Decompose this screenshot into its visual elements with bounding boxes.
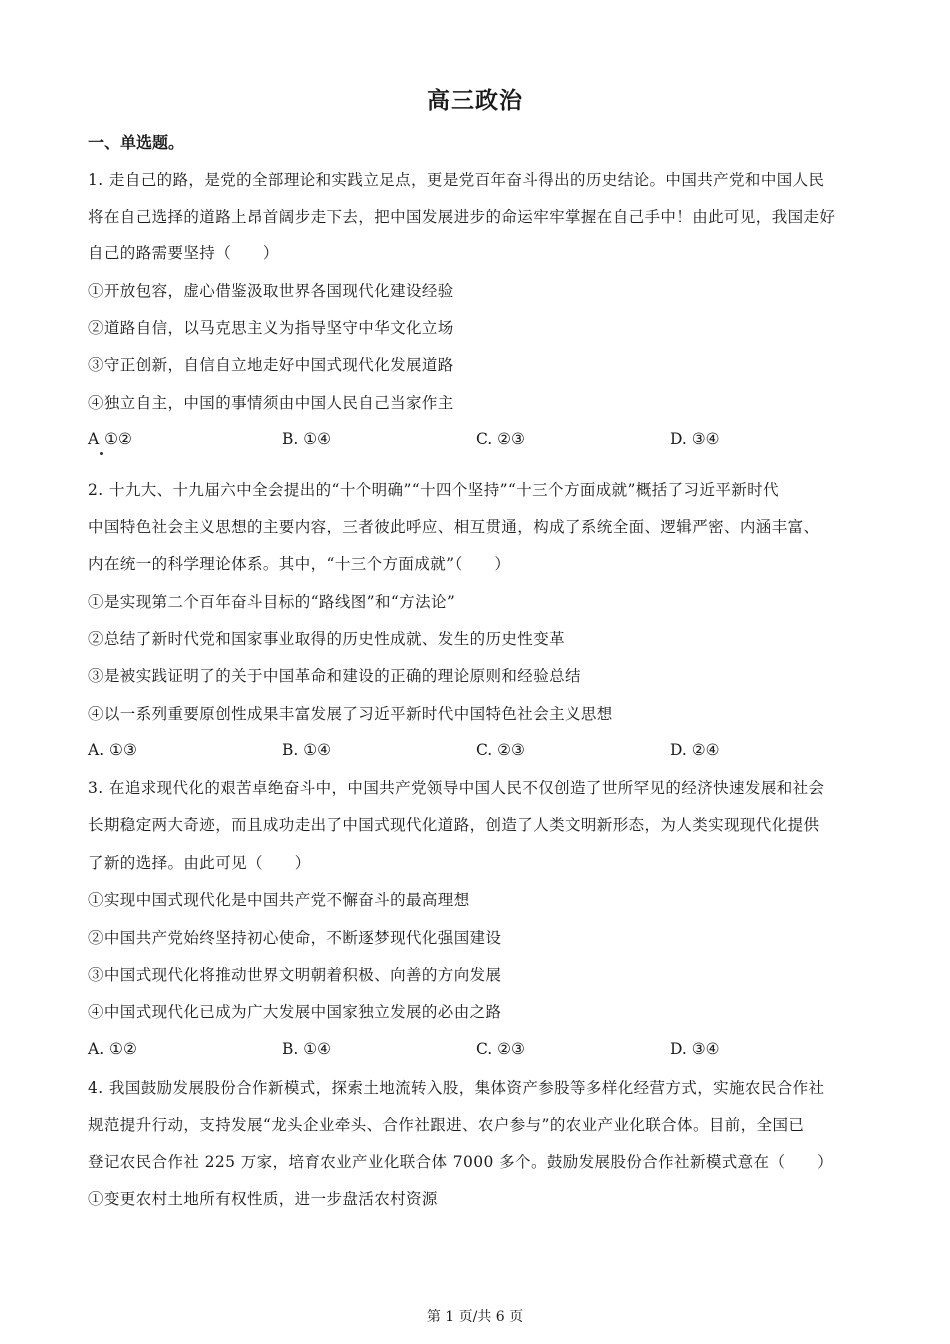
page-title: 高三政治 (427, 87, 523, 114)
q1-option-c[interactable]: C. ②③ (476, 430, 525, 448)
q1-option-d[interactable]: D. ③④ (670, 430, 720, 448)
q4-stem-line-1: 4. 我国鼓励发展股份合作新模式，探索土地流转入股，集体资产参股等多样化经营方式，实施农民合作社 (88, 1079, 825, 1097)
q1-options (88, 430, 868, 452)
q3-options (88, 1040, 868, 1062)
q3-item-2: ②中国共产党始终坚持初心使命，不断逐梦现代化强国建设 (88, 929, 502, 947)
q1-stem-line-1: 1. 走自己的路，是党的全部理论和实践立足点，更是党百年奋斗得出的历史结论。中国共产党和中国人民 (88, 171, 825, 189)
q2-item-1: ①是实现第二个百年奋斗目标的“路线图”和“方法论” (88, 593, 456, 611)
q3-option-a[interactable]: A. ①② (88, 1040, 137, 1058)
q3-item-3: ③中国式现代化将推动世界文明朝着积极、向善的方向发展 (88, 966, 502, 984)
q1-stem-line-2: 将在自己选择的道路上昂首阔步走下去，把中国发展进步的命运牢牢掌握在自己手中！由此可见，我国走好 (88, 208, 836, 226)
q2-option-c[interactable]: C. ②③ (476, 741, 525, 759)
q2-stem-line-3: 内在统一的科学理论体系。其中，“十三个方面成就”（ ） (88, 555, 511, 573)
q2-option-a[interactable]: A. ①③ (88, 741, 137, 759)
section-heading: 一、单选题。 (88, 133, 185, 152)
q2-stem-line-2: 中国特色社会主义思想的主要内容，三者彼此呼应、相互贯通，构成了系统全面、逻辑严密、内涵丰富、 (88, 518, 820, 536)
q2-stem-line-1: 2. 十九大、十九届六中全会提出的“十个明确”“十四个坚持”“十三个方面成就”概括了习近平新时代 (88, 481, 779, 499)
q1-item-1: ①开放包容，虚心借鉴汲取世界各国现代化建设经验 (88, 282, 454, 300)
q1-option-a[interactable]: A ①② (88, 430, 132, 448)
q3-stem-line-3: 了新的选择。由此可见（ ） (88, 854, 311, 872)
q3-stem-line-2: 长期稳定两大奇迹，而且成功走出了中国式现代化道路，创造了人类文明新形态，为人类实现现代化提供 (88, 816, 820, 834)
q2-option-b[interactable]: B. ①④ (282, 741, 332, 759)
q3-item-1: ①实现中国式现代化是中国共产党不懈奋斗的最高理想 (88, 891, 470, 909)
q3-option-b[interactable]: B. ①④ (282, 1040, 332, 1058)
q1-item-3: ③守正创新，自信自立地走好中国式现代化发展道路 (88, 356, 454, 374)
q2-item-2: ②总结了新时代党和国家事业取得的历史性成就、发生的历史性变革 (88, 630, 566, 648)
q1-item-4: ④独立自主，中国的事情须由中国人民自己当家作主 (88, 394, 454, 412)
q2-option-d[interactable]: D. ②④ (670, 741, 720, 759)
page-footer: 第 1 页/共 6 页 (426, 1309, 524, 1325)
q3-item-4: ④中国式现代化已成为广大发展中国家独立发展的必由之路 (88, 1003, 502, 1021)
q3-stem-line-1: 3. 在追求现代化的艰苦卓绝奋斗中，中国共产党领导中国人民不仅创造了世所罕见的经济快速发展和社会 (88, 779, 825, 797)
q2-item-3: ③是被实践证明了的关于中国革命和建设的正确的理论原则和经验总结 (88, 667, 581, 685)
q1-option-b[interactable]: B. ①④ (282, 430, 332, 448)
q2-options (88, 741, 868, 763)
q4-stem-line-2: 规范提升行动，支持发展“龙头企业牵头、合作社跟进、农户参与”的农业产业化联合体。目前，全国已 (88, 1116, 805, 1134)
q3-option-c[interactable]: C. ②③ (476, 1040, 525, 1058)
q2-item-4: ④以一系列重要原创性成果丰富发展了习近平新时代中国特色社会主义思想 (88, 705, 613, 723)
stray-dot-mark (100, 452, 103, 455)
q4-item-1: ①变更农村土地所有权性质，进一步盘活农村资源 (88, 1190, 438, 1208)
q4-stem-line-3: 登记农民合作社 225 万家，培育农业产业化联合体 7000 多个。鼓励发展股份合作社新模式意在（ ） (88, 1153, 834, 1171)
q1-stem-line-3: 自己的路需要坚持（ ） (88, 244, 279, 262)
q1-item-2: ②道路自信，以马克思主义为指导坚守中华文化立场 (88, 319, 454, 337)
q3-option-d[interactable]: D. ③④ (670, 1040, 720, 1058)
